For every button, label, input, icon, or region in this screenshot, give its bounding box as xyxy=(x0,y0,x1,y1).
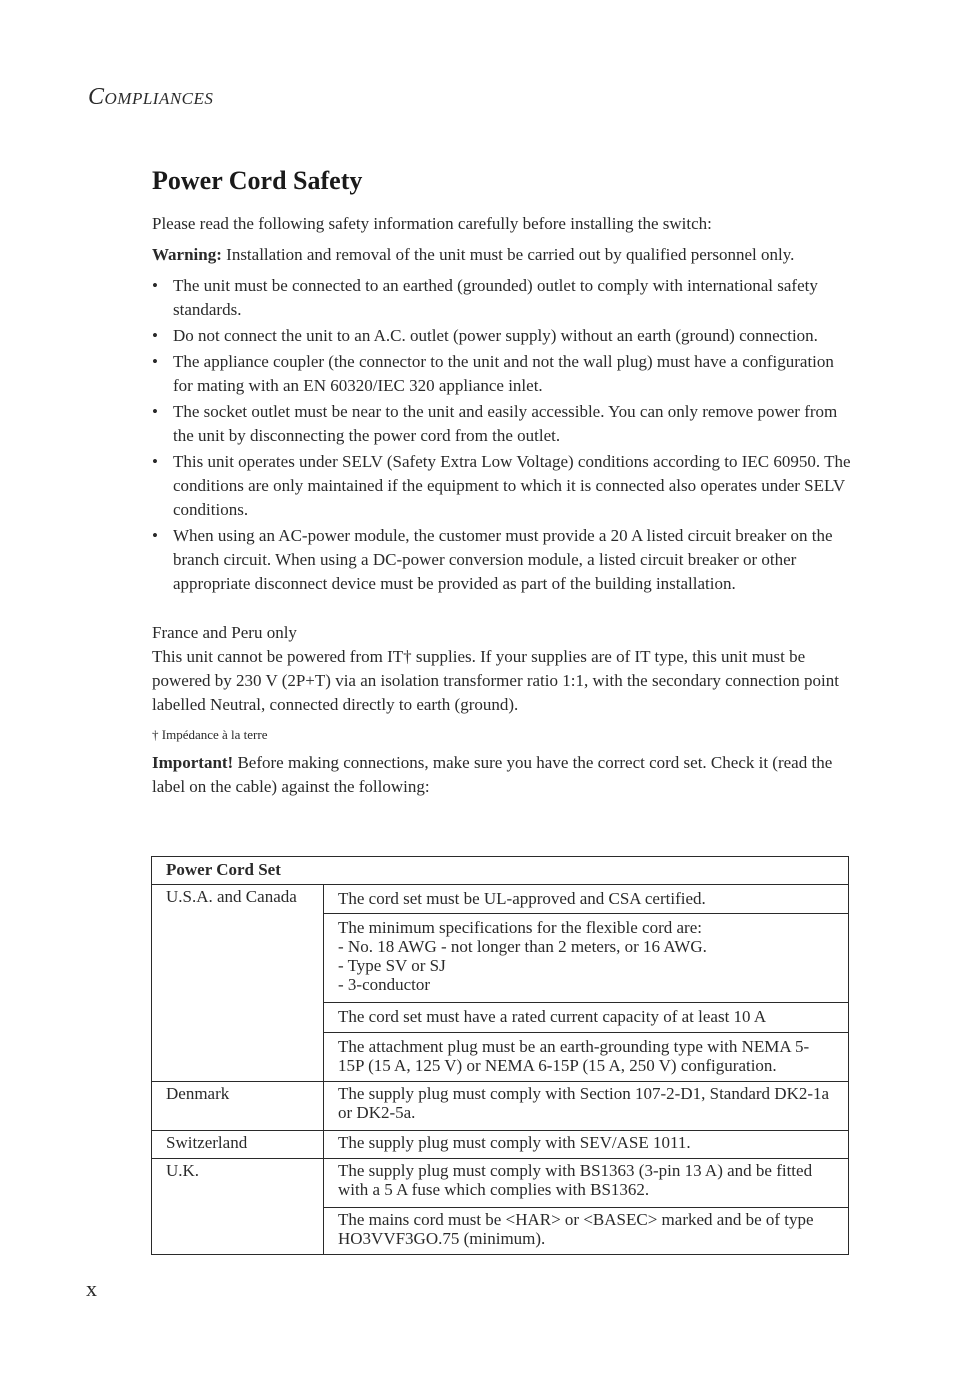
bullet-mark: • xyxy=(152,276,158,295)
safety-list xyxy=(152,274,852,596)
bullet-mark: • xyxy=(152,452,158,471)
important-text: Before making connections, make sure you have the correct cord set. Check it (read the label on the cable) against the following: xyxy=(152,753,833,796)
section-title: Power Cord Safety xyxy=(152,166,363,195)
spec-line: The minimum specifications for the flexible cord are: xyxy=(338,918,702,937)
spec-cell: The supply plug must comply with BS1363 (3-pin 13 A) and be fitted with a 5 A fuse which complies with BS1362. xyxy=(324,1159,849,1208)
list-item-text: The unit must be connected to an earthed (grounded) outlet to comply with international safety standards. xyxy=(173,276,818,319)
spec-cell: The attachment plug must be an earth-grounding type with NEMA 5-15P (15 A, 125 V) or NEMA 6-15P (15 A, 250 V) configuration. xyxy=(324,1033,849,1082)
bullet-mark: • xyxy=(152,402,158,421)
power-cord-table xyxy=(151,856,849,1255)
france-peru-title: France and Peru only xyxy=(152,623,297,642)
spec-cell: The mains cord must be <HAR> or <BASEC> marked and be of type HO3VVF3GO.75 (minimum). xyxy=(324,1208,849,1255)
france-peru-text: This unit cannot be powered from IT† supplies. If your supplies are of IT type, this unit must be powered by 230 V (2P+T) via an isolation transformer ratio 1:1, with the secondary connection point labelled Neutral, connected directly to earth (ground). xyxy=(152,647,839,714)
warning-label: Warning: xyxy=(152,245,222,264)
list-item xyxy=(152,400,852,448)
table-row xyxy=(152,885,849,914)
spec-cell: The cord set must have a rated current capacity of at least 10 A xyxy=(324,1003,849,1033)
header-rest: OMPLIANCES xyxy=(104,89,214,108)
spec-cell: The supply plug must comply with SEV/ASE 1011. xyxy=(324,1131,849,1159)
list-item-text: When using an AC-power module, the customer must provide a 20 A listed circuit breaker on the branch circuit. When using a DC-power conversion module, a listed circuit breaker or other appropriate disconnect device must be provided as part of the building installation. xyxy=(173,526,833,593)
table-row xyxy=(152,1159,849,1208)
bullet-mark: • xyxy=(152,352,158,371)
list-item-text: The appliance coupler (the connector to the unit and not the wall plug) must have a configuration for mating with an EN 60320/IEC 320 appliance inlet. xyxy=(173,352,834,395)
list-item xyxy=(152,350,852,398)
important-paragraph xyxy=(152,751,852,799)
list-item xyxy=(152,274,852,322)
intro-paragraph: Please read the following safety information carefully before installing the switch: xyxy=(152,214,712,233)
list-item-text: The socket outlet must be near to the unit and easily accessible. You can only remove power from the unit by disconnecting the power cord from the outlet. xyxy=(173,402,838,445)
list-item-text: Do not connect the unit to an A.C. outlet (power supply) without an earth (ground) connection. xyxy=(173,326,818,345)
country-switzerland: Switzerland xyxy=(152,1131,324,1159)
header-initial: C xyxy=(88,84,105,110)
list-item xyxy=(152,450,852,522)
warning-paragraph xyxy=(152,243,852,267)
main-content xyxy=(152,166,852,799)
table-header-cell xyxy=(152,857,849,885)
list-item-text: This unit operates under SELV (Safety Extra Low Voltage) conditions according to IEC 60950. The conditions are only maintained if the equipment to which it is connected also operates under SELV conditions. xyxy=(173,452,851,519)
list-item xyxy=(152,524,852,596)
bullet-mark: • xyxy=(152,326,158,345)
country-usa-canada: U.S.A. and Canada xyxy=(152,885,324,1082)
spec-cell xyxy=(324,914,849,1003)
spec-cell: The supply plug must comply with Section 107-2-D1, Standard DK2-1a or DK2-5a. xyxy=(324,1082,849,1131)
table-row xyxy=(152,1131,849,1159)
spec-line: - No. 18 AWG - not longer than 2 meters, or 16 AWG. xyxy=(338,937,707,956)
bullet-mark: • xyxy=(152,526,158,545)
spec-line: - Type SV or SJ xyxy=(338,956,446,975)
country-denmark: Denmark xyxy=(152,1082,324,1131)
footnote: † Impédance à la terre xyxy=(152,727,268,742)
table-header-text: Power Cord Set xyxy=(166,860,281,879)
spec-cell: The cord set must be UL-approved and CSA certified. xyxy=(324,885,849,914)
table-header-row xyxy=(152,857,849,885)
country-uk: U.K. xyxy=(152,1159,324,1255)
spec-line: - 3-conductor xyxy=(338,975,431,994)
page-number: x xyxy=(86,1276,97,1301)
running-header xyxy=(88,84,213,111)
table-row xyxy=(152,1082,849,1131)
warning-text: Installation and removal of the unit must be carried out by qualified personnel only. xyxy=(221,245,795,264)
important-label: Important! xyxy=(152,753,234,772)
list-item xyxy=(152,324,852,348)
